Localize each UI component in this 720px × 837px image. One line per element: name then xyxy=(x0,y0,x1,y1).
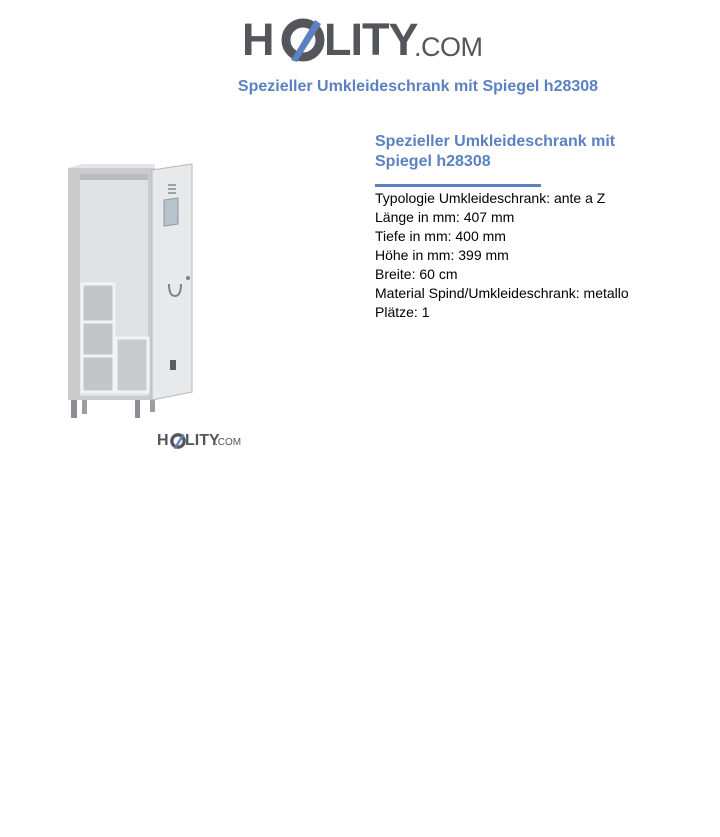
product-name-line2: Spiegel h28308 xyxy=(375,153,491,170)
watermark-letter-h: H xyxy=(157,432,169,449)
spec-tiefe: Tiefe in mm: 400 mm xyxy=(375,228,506,244)
spec-plaetze: Plätze: 1 xyxy=(375,304,430,320)
logo-letter-h: H xyxy=(242,14,274,65)
watermark-letters-lity: LITY xyxy=(185,432,220,449)
holity-watermark-logo xyxy=(157,430,247,452)
watermark-o-icon xyxy=(170,433,186,449)
logo-o-icon xyxy=(281,18,325,62)
spec-hoehe: Höhe in mm: 399 mm xyxy=(375,247,509,263)
page-title: Spezieller Umkleideschrank mit Spiegel h28308 xyxy=(237,78,599,95)
spec-material: Material Spind/Umkleideschrank: metallo xyxy=(375,285,629,301)
holity-logo[interactable] xyxy=(242,10,482,70)
logo-domain: .COM xyxy=(414,32,483,62)
spec-laenge: Länge in mm: 407 mm xyxy=(375,209,515,225)
spec-list xyxy=(375,189,675,322)
product-name xyxy=(375,132,675,172)
watermark-domain: .COM xyxy=(215,437,242,448)
product-details xyxy=(375,132,675,322)
product-name-line1: Spezieller Umkleideschrank mit xyxy=(375,133,616,150)
title-underline xyxy=(375,184,541,187)
spec-typologie: Typologie Umkleideschrank: ante a Z xyxy=(375,190,606,206)
locker-cabinet-image xyxy=(60,160,200,422)
spec-breite: Breite: 60 cm xyxy=(375,266,458,282)
logo-letters-lity: LITY xyxy=(324,14,418,65)
